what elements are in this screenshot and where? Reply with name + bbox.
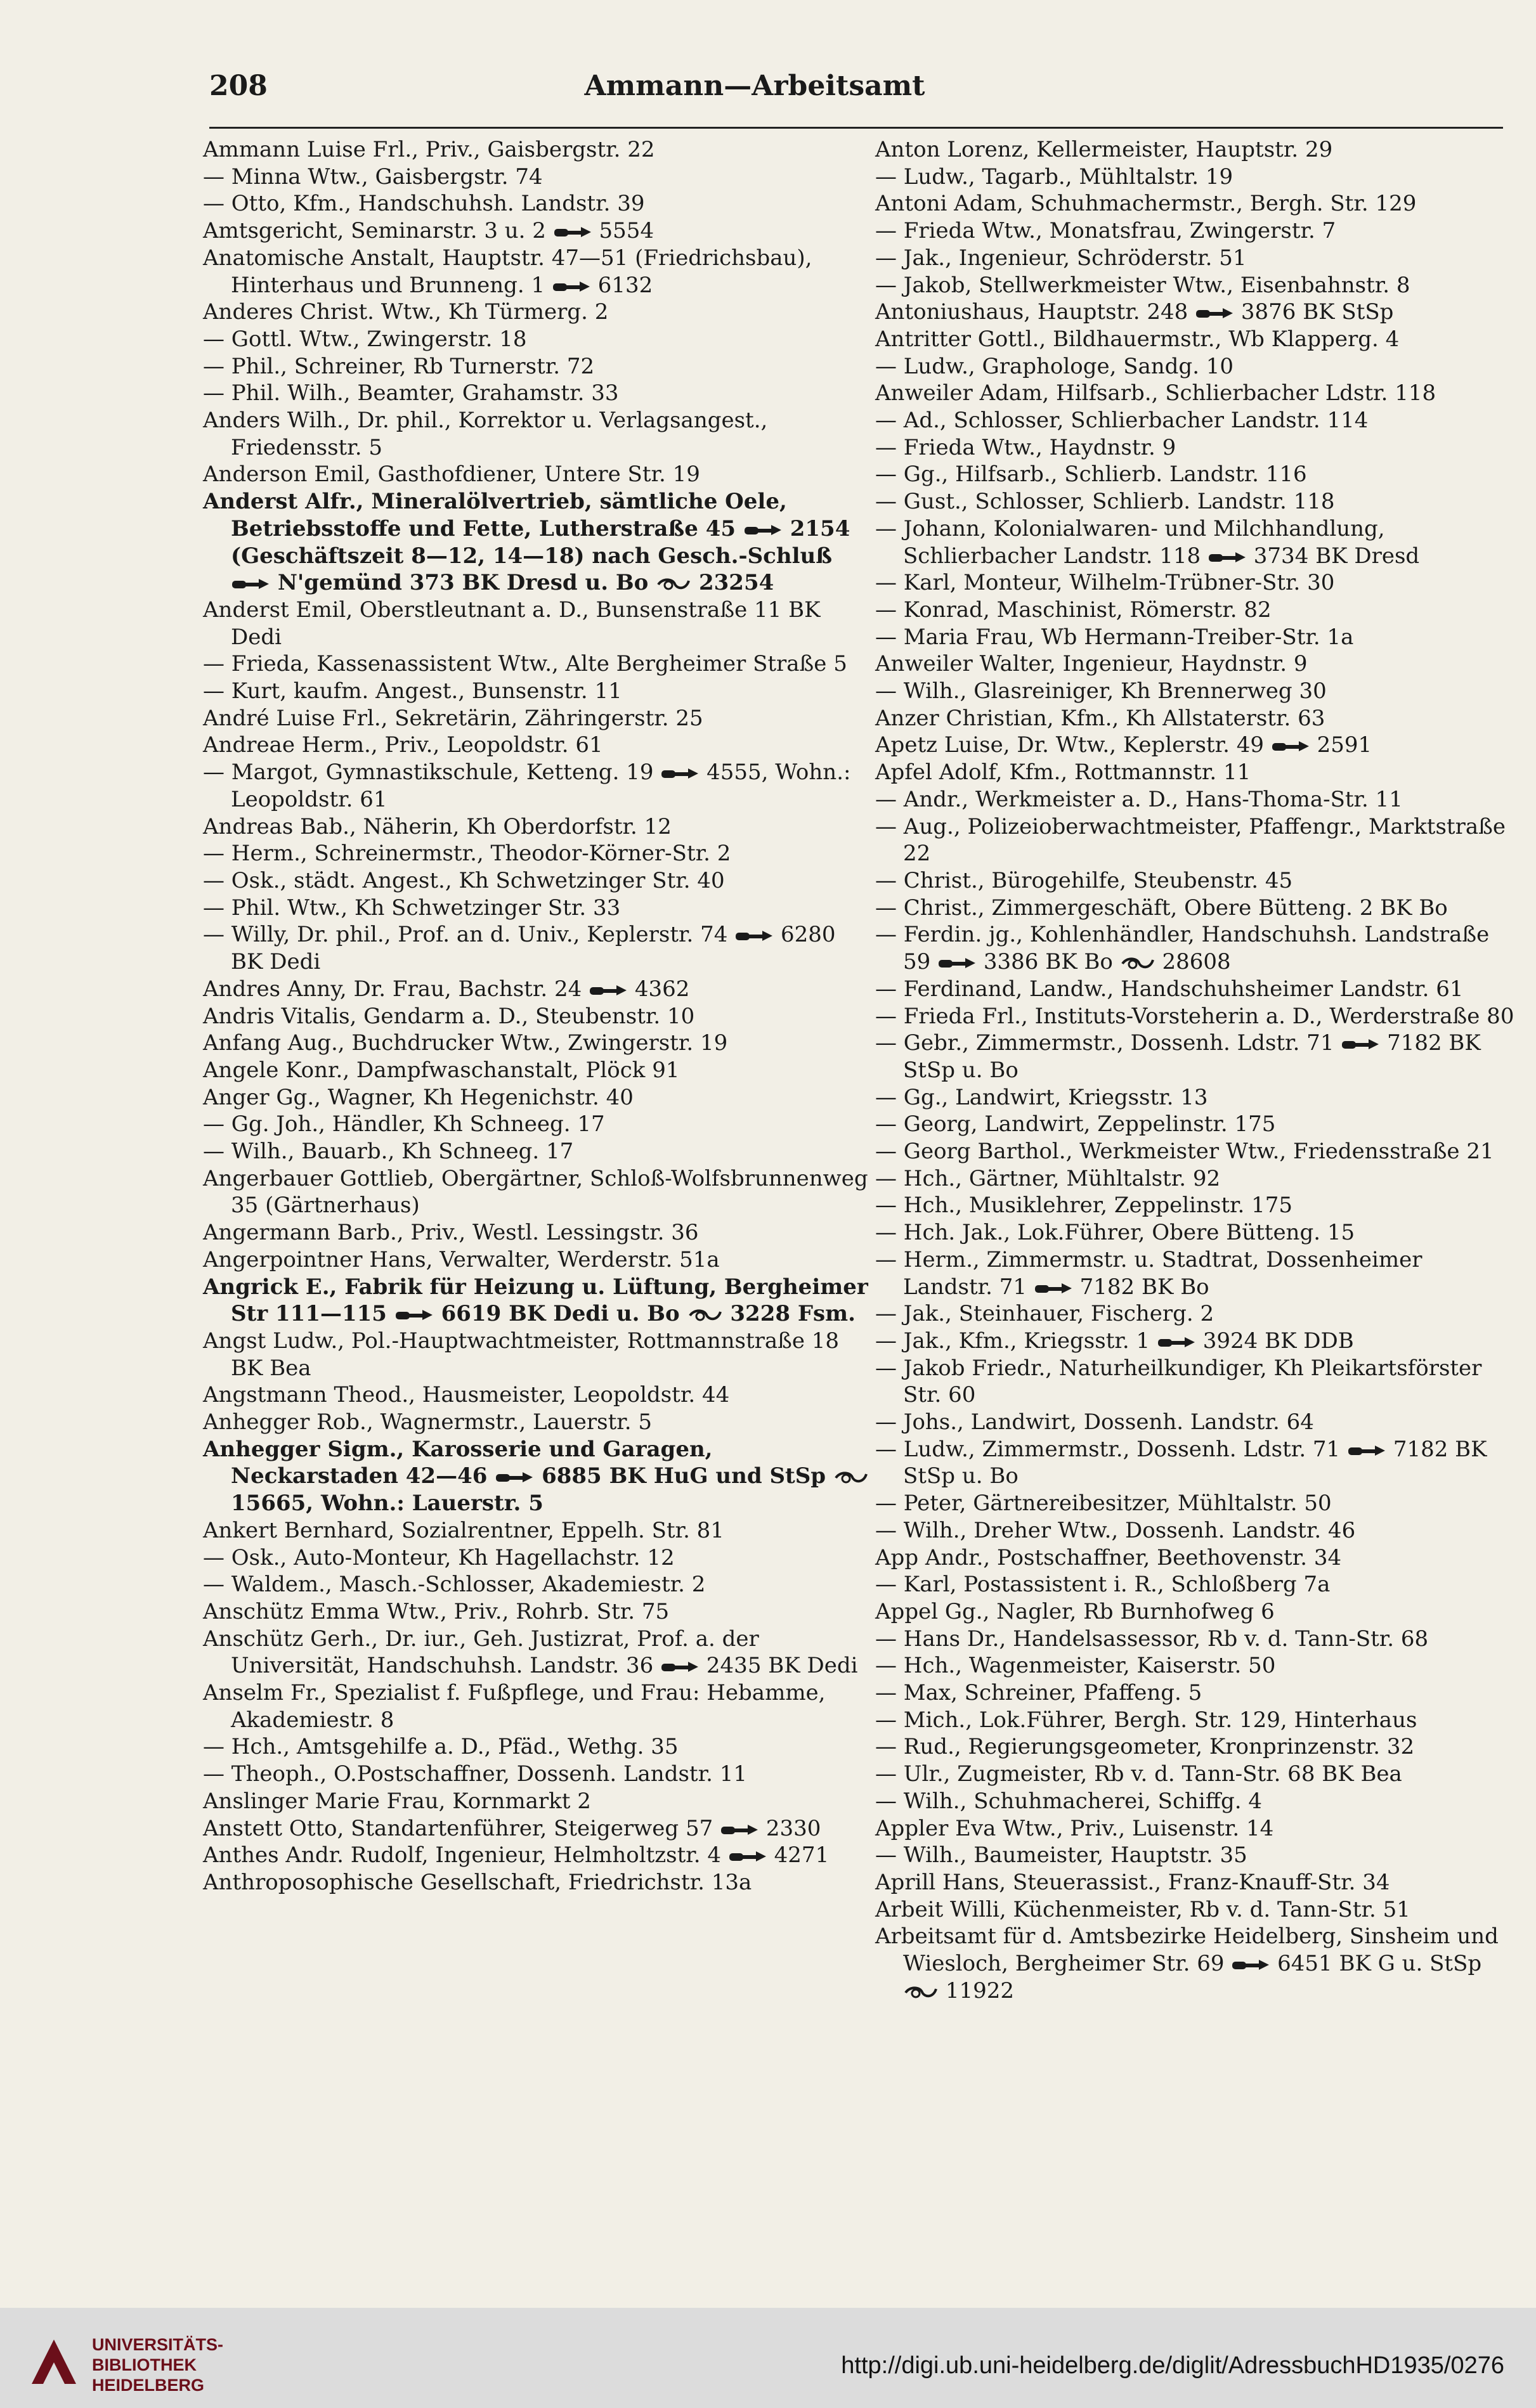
- telephone-icon: [1034, 1279, 1073, 1297]
- directory-entry: [875, 1680, 1516, 1707]
- directory-entry: [875, 1328, 1516, 1355]
- entry-text: — Frieda, Kassenassistent Wtw., Alte Bergheimer Straße 5: [203, 651, 847, 677]
- directory-entry: [203, 759, 869, 813]
- directory-entry: [875, 353, 1516, 380]
- directory-entry: [203, 1138, 869, 1165]
- directory-entry: [875, 1842, 1516, 1869]
- directory-entry: [203, 651, 869, 678]
- entry-detail: BK HuG und StSp: [609, 1463, 826, 1489]
- directory-entry: [203, 1382, 869, 1409]
- postal-account: 3228 Fsm.: [730, 1301, 856, 1327]
- left-column: [203, 136, 869, 1896]
- entry-text: Angstmann Theod., Hausmeister, Leopoldstr. 44: [203, 1382, 730, 1408]
- telephone-icon: [1231, 1956, 1270, 1974]
- entry-text: Anthroposophische Gesellschaft, Friedrichstr. 13a: [203, 1870, 752, 1895]
- entry-text: Angerbauer Gottlieb, Obergärtner, Schloß-Wolfsbrunnenweg 35 (Gärtnerhaus): [203, 1165, 868, 1219]
- entry-text: — Phil. Wtw., Kh Schwetzinger Str. 33: [203, 895, 621, 921]
- entry-text: — Hch. Jak., Lok.Führer, Obere Bütteng. 15: [875, 1220, 1355, 1246]
- directory-entry: [875, 488, 1516, 515]
- phone-number: 2154: [790, 515, 850, 541]
- page-header: [209, 70, 1300, 108]
- entry-text: Ammann Luise Frl., Priv., Gaisbergstr. 22: [203, 137, 655, 162]
- library-name: UNIVERSITÄTS- BIBLIOTHEK HEIDELBERG: [92, 2335, 224, 2395]
- entry-text: — Karl, Postassistent i. R., Schloßberg 7a: [875, 1572, 1331, 1598]
- entry-detail: BK StSp u. Bo: [903, 1436, 1487, 1489]
- directory-entry: [203, 1761, 869, 1788]
- entry-text: — Georg Barthol., Werkmeister Wtw., Friedensstraße 21: [875, 1139, 1494, 1165]
- right-column: [875, 136, 1516, 2005]
- postal-horn-icon: [1120, 955, 1155, 971]
- directory-entry: [875, 1544, 1516, 1572]
- directory-entry: [875, 326, 1516, 353]
- phone-number: 2435: [706, 1653, 762, 1679]
- entry-text: — Frieda Wtw., Monatsfrau, Zwingerstr. 7: [875, 218, 1336, 244]
- directory-entry: [203, 732, 869, 759]
- entry-detail: BK G u. StSp: [1339, 1951, 1482, 1977]
- directory-entry: [875, 299, 1516, 326]
- entry-text: — Hch., Amtsgehilfe a. D., Pfäd., Wethg. 35: [203, 1734, 679, 1760]
- directory-entry: [203, 299, 869, 326]
- directory-entry: [203, 164, 869, 191]
- entry-text: — Ferdin. jg., Kohlenhändler, Handschuhsh. Landstraße 59: [875, 922, 1490, 975]
- entry-text: Anton Lorenz, Kellermeister, Hauptstr. 29: [875, 137, 1333, 162]
- directory-entry: [203, 1869, 869, 1896]
- entry-text: — Peter, Gärtnereibesitzer, Mühltalstr. 50: [875, 1491, 1332, 1517]
- entry-text: — Aug., Polizeioberwachtmeister, Pfaffengr., Marktstraße 22: [875, 813, 1506, 867]
- phone-number: 4555,: [706, 760, 769, 786]
- directory-entry: [203, 813, 869, 841]
- telephone-icon: [1195, 304, 1234, 322]
- entry-detail: BK Dedi u. Bo: [509, 1301, 680, 1327]
- directory-entry: [875, 515, 1516, 569]
- directory-entry: [203, 488, 869, 597]
- entry-text: Anger Gg., Wagner, Kh Hegenichstr. 40: [203, 1084, 634, 1110]
- entry-text: Anthes Andr. Rudolf, Ingenieur, Helmholtzstr. 4: [203, 1842, 722, 1868]
- entry-text: App Andr., Postschaffner, Beethovenstr. 34: [875, 1544, 1342, 1570]
- entry-text: — Herm., Schreinermstr., Theodor-Körner-Str. 2: [203, 841, 731, 867]
- phone-number: 3734: [1253, 543, 1309, 569]
- directory-entry: [875, 1517, 1516, 1544]
- directory-entry: [875, 407, 1516, 434]
- entry-text: Andreas Bab., Näherin, Kh Oberdorfstr. 12: [203, 813, 672, 839]
- telephone-icon: [394, 1306, 434, 1324]
- telephone-icon: [660, 1658, 700, 1676]
- entry-text: — Hch., Gärtner, Mühltalstr. 92: [875, 1165, 1221, 1191]
- entry-text: Andres Anny, Dr. Frau, Bachstr. 24: [203, 976, 582, 1002]
- telephone-icon: [552, 278, 591, 295]
- directory-entry: [875, 1815, 1516, 1842]
- entry-text: — Margot, Gymnastikschule, Ketteng. 19: [203, 760, 654, 786]
- entry-text: Anselm Fr., Spezialist f. Fußpflege, und Frau: Hebamme, Akademiestr. 8: [203, 1680, 826, 1733]
- footer-bar: [0, 2308, 1536, 2408]
- telephone-icon: [728, 1848, 767, 1865]
- directory-entry: [203, 1030, 869, 1057]
- entry-text: Angst Ludw., Pol.-Hauptwachtmeister, Rottmannstraße 18 BK Bea: [203, 1328, 840, 1381]
- entry-text: — Ad., Schlosser, Schlierbacher Landstr. 114: [875, 408, 1369, 434]
- entry-text: Anders Wilh., Dr. phil., Korrektor u. Verlagsangest., Friedensstr. 5: [203, 408, 768, 460]
- telephone-icon: [660, 765, 700, 782]
- entry-detail: BK Dresd: [1315, 543, 1420, 569]
- directory-entry: [875, 1084, 1516, 1111]
- directory-entry: [875, 867, 1516, 895]
- telephone-icon: [553, 223, 592, 241]
- entry-text: — Otto, Kfm., Handschuhsh. Landstr. 39: [203, 191, 645, 217]
- entry-text: — Maria Frau, Wb Hermann-Treiber-Str. 1a: [875, 624, 1354, 650]
- entry-detail: Bergheimer Str 111—115: [231, 1274, 868, 1327]
- directory-entry: [203, 1517, 869, 1544]
- entry-text: — Jak., Kfm., Kriegsstr. 1: [875, 1328, 1150, 1354]
- directory-entry: [203, 407, 869, 461]
- directory-entry: [875, 164, 1516, 191]
- entry-text: — Mich., Lok.Führer, Bergh. Str. 129, Hinterhaus: [875, 1707, 1417, 1733]
- directory-entry: [875, 1300, 1516, 1328]
- entry-text: Aprill Hans, Steuerassist., Franz-Knauff-Str. 34: [875, 1870, 1390, 1895]
- postal-horn-icon: [903, 1984, 939, 2000]
- directory-entry: [203, 1274, 869, 1328]
- phone-number: 7182: [1393, 1436, 1448, 1462]
- library-logo-icon: [25, 2333, 82, 2390]
- entry-text: — Phil., Schreiner, Rb Turnerstr. 72: [203, 353, 595, 379]
- directory-entry: [203, 1111, 869, 1138]
- phone-number: 3876: [1240, 299, 1296, 325]
- entry-text: — Johs., Landwirt, Dossenh. Landstr. 64: [875, 1409, 1314, 1435]
- entry-text: — Osk., Auto-Monteur, Kh Hagellachstr. 12: [203, 1544, 675, 1570]
- directory-entry: [203, 895, 869, 922]
- entry-text: Andreae Herm., Priv., Leopoldstr. 61: [203, 732, 603, 758]
- entry-text: Amtsgericht, Seminarstr. 3 u. 2: [203, 218, 546, 244]
- directory-entry: [203, 136, 869, 164]
- postal-account: 28608: [1162, 949, 1231, 975]
- entry-text: — Wilh., Bauarb., Kh Schneeg. 17: [203, 1139, 574, 1165]
- entry-text: — Jak., Steinhauer, Fischerg. 2: [875, 1301, 1214, 1327]
- entry-text: — Gg. Joh., Händler, Kh Schneeg. 17: [203, 1111, 605, 1137]
- telephone-icon: [1271, 737, 1310, 755]
- directory-entry: [875, 1030, 1516, 1084]
- directory-entry: [875, 1761, 1516, 1788]
- directory-entry: [203, 1815, 869, 1842]
- entry-detail: BK DDB: [1265, 1328, 1354, 1354]
- directory-entry: [203, 461, 869, 488]
- directory-entry: [875, 1652, 1516, 1680]
- entry-text: — Ludw., Graphologe, Sandg. 10: [875, 353, 1234, 379]
- directory-entry: [203, 678, 869, 705]
- entry-text: — Hans Dr., Handelsassessor, Rb v. d. Tann-Str. 68: [875, 1626, 1429, 1652]
- entry-text: André Luise Frl., Sekretärin, Zähringerstr. 25: [203, 705, 703, 731]
- entry-text: — Frieda Frl., Instituts-Vorsteherin a. D., Werderstraße 80: [875, 1003, 1514, 1029]
- entry-text: Anhegger Sigm., Karosserie und Garagen,: [203, 1436, 713, 1462]
- directory-entry: [203, 1598, 869, 1626]
- directory-entry: [203, 353, 869, 380]
- phone-number: 2330: [765, 1815, 821, 1841]
- entry-text: — Minna Wtw., Gaisbergstr. 74: [203, 164, 543, 190]
- entry-text: Andris Vitalis, Gendarm a. D., Steubenstr. 10: [203, 1003, 695, 1029]
- phone-number: 6619: [441, 1301, 502, 1327]
- phone-number: 6885: [542, 1463, 602, 1489]
- directory-entry: [875, 624, 1516, 651]
- entry-text: — Osk., städt. Angest., Kh Schwetzinger Str. 40: [203, 867, 725, 893]
- entry-text: — Ferdinand, Landw., Handschuhsheimer Landstr. 61: [875, 976, 1464, 1002]
- directory-entry: [875, 1219, 1516, 1246]
- entry-text: — Gottl. Wtw., Zwingerstr. 18: [203, 326, 527, 352]
- entry-text: Angrick E., Fabrik für Heizung u. Lüftung,: [203, 1274, 717, 1300]
- telephone-icon: [743, 521, 783, 539]
- directory-entry: [203, 380, 869, 407]
- directory-entry: [875, 976, 1516, 1003]
- entry-text: — Hch., Musiklehrer, Zeppelinstr. 175: [875, 1193, 1293, 1219]
- directory-entry: [875, 759, 1516, 786]
- entry-text: — Wilh., Dreher Wtw., Dossenh. Landstr. 46: [875, 1517, 1356, 1543]
- entry-text: — Hch., Wagenmeister, Kaiserstr. 50: [875, 1653, 1276, 1679]
- directory-entry: [203, 597, 869, 651]
- entry-text: Apetz Luise, Dr. Wtw., Keplerstr. 49: [875, 732, 1264, 758]
- directory-entry: [875, 1869, 1516, 1896]
- entry-text: Angermann Barb., Priv., Westl. Lessingstr. 36: [203, 1220, 699, 1246]
- directory-entry: [203, 840, 869, 867]
- directory-entry: [875, 1111, 1516, 1138]
- directory-entry: [875, 1355, 1516, 1409]
- entry-text: — Phil. Wilh., Beamter, Grahamstr. 33: [203, 380, 619, 406]
- entry-text: — Waldem., Masch.-Schlosser, Akademiestr. 2: [203, 1572, 706, 1598]
- postal-horn-icon: [833, 1469, 869, 1486]
- directory-entry: [203, 1788, 869, 1815]
- directory-entry: [875, 895, 1516, 922]
- postal-account: 11922: [945, 1978, 1014, 2003]
- entry-detail: BK Dedi: [231, 949, 321, 975]
- directory-entry: [203, 1544, 869, 1572]
- entry-detail: (Geschäftszeit 8—12, 14—18) nach Gesch.-Schluß: [231, 543, 833, 569]
- entry-detail: BK StSp u. Bo: [903, 1030, 1481, 1083]
- entry-text: Anfang Aug., Buchdrucker Wtw., Zwingerstr. 19: [203, 1030, 728, 1056]
- directory-entry: [875, 1246, 1516, 1300]
- directory-entry: [875, 461, 1516, 488]
- entry-text: Anderst Emil, Oberstleutnant a. D., Bunsenstraße 11 BK Dedi: [203, 597, 821, 650]
- directory-entry: [875, 678, 1516, 705]
- directory-entry: [875, 1896, 1516, 1924]
- entry-text: — Wilh., Baumeister, Hauptstr. 35: [875, 1842, 1247, 1868]
- telephone-icon: [734, 927, 774, 945]
- entry-text: Anhegger Rob., Wagnermstr., Lauerstr. 5: [203, 1409, 653, 1435]
- directory-entry: [203, 1165, 869, 1219]
- entry-detail: BK StSp: [1303, 299, 1394, 325]
- entry-text: — Jak., Ingenieur, Schröderstr. 51: [875, 245, 1247, 271]
- entry-text: — Christ., Bürogehilfe, Steubenstr. 45: [875, 867, 1293, 893]
- directory-entry: [875, 786, 1516, 813]
- directory-entry: [203, 1219, 869, 1246]
- directory-entry: [203, 1409, 869, 1436]
- directory-entry: [875, 1409, 1516, 1436]
- phone-number: 4362: [634, 976, 690, 1002]
- entry-text: Antoniushaus, Hauptstr. 248: [875, 299, 1188, 325]
- directory-entry: [203, 1626, 869, 1680]
- running-head: Ammann—Arbeitsamt: [584, 70, 925, 102]
- entry-text: — Ludw., Zimmermstr., Dossenh. Ldstr. 71: [875, 1436, 1341, 1462]
- header-rule: [209, 127, 1503, 129]
- directory-entry: [875, 813, 1516, 867]
- entry-text: — Kurt, kaufm. Angest., Bunsenstr. 11: [203, 678, 622, 704]
- entry-text: Anschütz Gerh., Dr. iur., Geh. Justizrat, Prof. a. der Universität, Handschuhsh. Landstr. 36: [203, 1626, 759, 1679]
- phone-number: 6451: [1277, 1951, 1332, 1977]
- entry-text: Appel Gg., Nagler, Rb Burnhofweg 6: [875, 1598, 1275, 1624]
- entry-text: Antoni Adam, Schuhmachermstr., Bergh. Str. 129: [875, 191, 1417, 217]
- entry-text: Anslinger Marie Frau, Kornmarkt 2: [203, 1788, 591, 1814]
- directory-entry: [875, 272, 1516, 299]
- directory-entry: [875, 217, 1516, 245]
- phone-number: 4271: [774, 1842, 830, 1868]
- telephone-icon: [1207, 548, 1247, 566]
- entry-detail: Wohn.: Leopoldstr. 61: [231, 760, 851, 812]
- directory-entry: [203, 1680, 869, 1733]
- directory-entry: [203, 1733, 869, 1761]
- entry-text: — Gebr., Zimmermstr., Dossenh. Ldstr. 71: [875, 1030, 1334, 1056]
- entry-text: — Ulr., Zugmeister, Rb v. d. Tann-Str. 68 BK Bea: [875, 1761, 1402, 1787]
- telephone-icon: [495, 1468, 534, 1486]
- entry-text: Anschütz Emma Wtw., Priv., Rohrb. Str. 75: [203, 1598, 670, 1624]
- directory-entry: [203, 1436, 869, 1517]
- entry-text: — Theoph., O.Postschaffner, Dossenh. Landstr. 11: [203, 1761, 747, 1787]
- entry-detail: BK Bo: [1045, 949, 1113, 975]
- directory-entry: [875, 245, 1516, 272]
- postal-account: 15665, Wohn.: Lauerstr. 5: [231, 1491, 543, 1517]
- entry-text: — Gust., Schlosser, Schlierb. Landstr. 118: [875, 489, 1335, 515]
- entry-text: Appler Eva Wtw., Priv., Luisenstr. 14: [875, 1815, 1274, 1841]
- directory-entry: [875, 921, 1516, 975]
- directory-entry: [875, 1571, 1516, 1598]
- directory-entry: [875, 1707, 1516, 1734]
- entry-text: — Rud., Regierungsgeometer, Kronprinzenstr. 32: [875, 1734, 1415, 1760]
- phone-number: N'gemünd 373: [277, 570, 455, 596]
- directory-entry: [875, 597, 1516, 624]
- entry-text: — Wilh., Glasreiniger, Kh Brennerweg 30: [875, 678, 1327, 704]
- directory-entry: [875, 569, 1516, 597]
- entry-text: — Herm., Zimmermstr. u. Stadtrat, Dossenheimer Landstr. 71: [875, 1246, 1422, 1300]
- entry-text: — Willy, Dr. phil., Prof. an d. Univ., Keplerstr. 74: [203, 922, 728, 948]
- entry-text: — Gg., Hilfsarb., Schlierb. Landstr. 116: [875, 462, 1307, 488]
- telephone-icon: [231, 575, 270, 593]
- entry-text: Antritter Gottl., Bildhauermstr., Wb Klapperg. 4: [875, 326, 1400, 352]
- telephone-icon: [1341, 1035, 1380, 1053]
- directory-entry: [875, 1733, 1516, 1761]
- directory-entry: [875, 1138, 1516, 1165]
- directory-entry: [203, 326, 869, 353]
- directory-entry: [875, 380, 1516, 407]
- entry-text: — Jakob, Stellwerkmeister Wtw., Eisenbahnstr. 8: [875, 272, 1410, 298]
- phone-number: 6132: [597, 272, 653, 298]
- entry-text: — Gg., Landwirt, Kriegsstr. 13: [875, 1084, 1208, 1110]
- entry-text: Anzer Christian, Kfm., Kh Allstaterstr. 63: [875, 705, 1325, 731]
- directory-entry: [203, 976, 869, 1003]
- entry-text: Apfel Adolf, Kfm., Rottmannstr. 11: [875, 760, 1251, 786]
- entry-text: — Ludw., Tagarb., Mühltalstr. 19: [875, 164, 1233, 190]
- directory-entry: [203, 245, 869, 299]
- postal-horn-icon: [687, 1307, 723, 1323]
- directory-entry: [875, 1165, 1516, 1193]
- phone-number: 3386: [983, 949, 1039, 975]
- entry-text: Angele Konr., Dampfwaschanstalt, Plöck 91: [203, 1057, 680, 1083]
- directory-entry: [203, 1084, 869, 1111]
- entry-text: — Karl, Monteur, Wilhelm-Trübner-Str. 30: [875, 570, 1335, 596]
- directory-entry: [203, 867, 869, 895]
- directory-entry: [203, 190, 869, 217]
- directory-entry: [875, 136, 1516, 164]
- entry-detail: BK Dresd u. Bo: [462, 570, 649, 596]
- directory-entry: [875, 732, 1516, 759]
- source-url[interactable]: http://digi.ub.uni-heidelberg.de/diglit/AdressbuchHD1935/0276: [841, 2352, 1504, 2379]
- entry-text: Anweiler Adam, Hilfsarb., Schlierbacher Ldstr. 118: [875, 380, 1436, 406]
- entry-text: Arbeitsamt für d. Amtsbezirke Heidelberg, Sinsheim und Wiesloch, Bergheimer Str. 69: [875, 1924, 1499, 1977]
- entry-text: Anderson Emil, Gasthofdiener, Untere Str. 19: [203, 462, 700, 488]
- entry-text: Anweiler Walter, Ingenieur, Haydnstr. 9: [875, 651, 1308, 677]
- directory-entry: [203, 921, 869, 975]
- entry-text: — Andr., Werkmeister a. D., Hans-Thoma-Str. 11: [875, 786, 1403, 812]
- directory-entry: [875, 1192, 1516, 1219]
- entry-text: — Wilh., Schuhmacherei, Schiffg. 4: [875, 1788, 1262, 1814]
- directory-entry: [203, 1842, 869, 1869]
- entry-text: Anderst Alfr., Mineralölvertrieb, sämtliche Oele, Betriebsstoffe und Fette, Lutherstraße 45: [203, 489, 787, 541]
- entry-detail: BK Dedi: [768, 1653, 858, 1679]
- entry-text: — Jakob Friedr., Naturheilkundiger, Kh Pleikartsförster Str. 60: [875, 1355, 1482, 1408]
- entry-detail: BK Bo: [1142, 1274, 1209, 1300]
- directory-entry: [875, 1436, 1516, 1490]
- directory-entry: [203, 705, 869, 732]
- entry-text: — Max, Schreiner, Pfaffeng. 5: [875, 1680, 1202, 1706]
- phone-number: 3924: [1202, 1328, 1258, 1354]
- entry-detail: Neckarstaden 42—46: [231, 1463, 488, 1489]
- entry-text: Anstett Otto, Standartenführer, Steigerweg 57: [203, 1815, 713, 1841]
- entry-text: Anderes Christ. Wtw., Kh Türmerg. 2: [203, 299, 609, 325]
- directory-entry: [875, 190, 1516, 217]
- telephone-icon: [1347, 1442, 1386, 1460]
- phone-number: 2591: [1317, 732, 1372, 758]
- phone-number: 7182: [1079, 1274, 1135, 1300]
- directory-entry: [203, 1571, 869, 1598]
- phone-number: 5554: [599, 218, 654, 244]
- entry-text: Angerpointner Hans, Verwalter, Werderstr. 51a: [203, 1246, 720, 1272]
- directory-entry: [875, 1598, 1516, 1626]
- directory-entry: [875, 651, 1516, 678]
- directory-entry: [875, 434, 1516, 462]
- directory-entry: [203, 1003, 869, 1030]
- directory-entry: [203, 1057, 869, 1084]
- directory-entry: [875, 1626, 1516, 1653]
- directory-entry: [875, 705, 1516, 732]
- telephone-icon: [589, 981, 628, 999]
- directory-entry: [875, 1788, 1516, 1815]
- entry-text: — Konrad, Maschinist, Römerstr. 82: [875, 597, 1272, 623]
- entry-text: Arbeit Willi, Küchenmeister, Rb v. d. Tann-Str. 51: [875, 1896, 1410, 1922]
- entry-text: — Georg, Landwirt, Zeppelinstr. 175: [875, 1111, 1276, 1137]
- directory-entry: [203, 1246, 869, 1274]
- page-number: 208: [209, 70, 268, 102]
- entry-text: — Frieda Wtw., Haydnstr. 9: [875, 434, 1176, 460]
- telephone-icon: [937, 954, 977, 972]
- entry-text: — Christ., Zimmergeschäft, Obere Bütteng. 2 BK Bo: [875, 895, 1448, 921]
- telephone-icon: [1157, 1333, 1196, 1351]
- directory-entry: [875, 1490, 1516, 1517]
- postal-account: 23254: [698, 570, 774, 596]
- entry-text: — Johann, Kolonialwaren- und Milchhandlung, Schlierbacher Landstr. 118: [875, 515, 1385, 569]
- directory-entry: [203, 1328, 869, 1382]
- directory-entry: [203, 217, 869, 245]
- directory-entry: [875, 1923, 1516, 2004]
- telephone-icon: [720, 1821, 759, 1839]
- phone-number: 6280: [781, 922, 836, 948]
- entry-text: Ankert Bernhard, Sozialrentner, Eppelh. Str. 81: [203, 1517, 724, 1543]
- directory-entry: [875, 1003, 1516, 1030]
- postal-horn-icon: [656, 576, 691, 592]
- phone-number: 7182: [1387, 1030, 1442, 1056]
- entry-text: Anatomische Anstalt, Hauptstr. 47—51 (Friedrichsbau), Hinterhaus und Brunneng. 1: [203, 245, 812, 298]
